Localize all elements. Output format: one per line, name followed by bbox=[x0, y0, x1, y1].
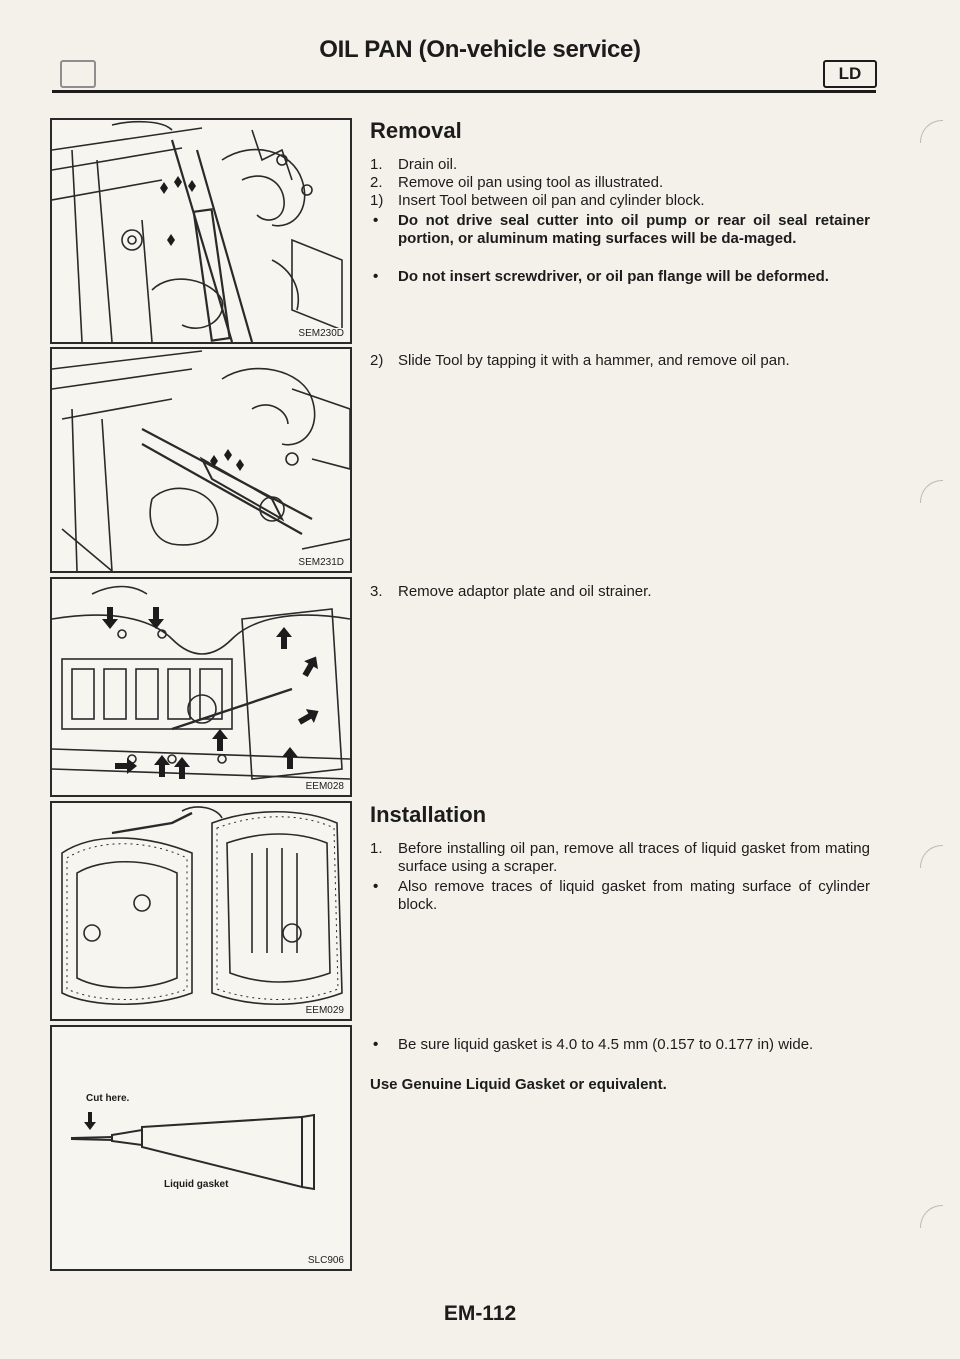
illustration-scraper bbox=[52, 803, 350, 1019]
removal-step-3: 3. Remove adaptor plate and oil strainer. bbox=[370, 583, 652, 600]
section-badge-right: LD bbox=[823, 60, 877, 88]
header-rule bbox=[52, 90, 876, 93]
illustration-slide-tool bbox=[52, 349, 350, 571]
removal-step-2-2: 2) Slide Tool by tapping it with a hammer, and remove oil pan. bbox=[370, 352, 790, 369]
margin-mark bbox=[920, 845, 943, 868]
figure-liquid-gasket-tube bbox=[50, 1025, 352, 1271]
figure-code: SLC906 bbox=[307, 1255, 344, 1266]
label-liquid-gasket: Liquid gasket bbox=[164, 1179, 229, 1190]
figure-code: SEM231D bbox=[298, 557, 344, 568]
page-number: EM-112 bbox=[443, 1302, 517, 1325]
figure-scraper bbox=[50, 801, 352, 1021]
margin-mark bbox=[920, 1205, 943, 1228]
figure-code: EEM028 bbox=[305, 781, 344, 792]
bullet-icon: • bbox=[373, 212, 379, 229]
removal-step-2: 2. Remove oil pan using tool as illustrated. bbox=[370, 174, 664, 191]
caution-seal-cutter: • Do not drive seal cutter into oil pump or rear oil seal retainer portion, or aluminum mating surfaces will be da-maged. bbox=[373, 212, 870, 247]
removal-step-1: 1. Drain oil. bbox=[370, 156, 458, 173]
page-title: OIL PAN (On-vehicle service) bbox=[319, 36, 641, 63]
caution-screwdriver: • Do not insert screwdriver, or oil pan flange will be deformed. bbox=[373, 268, 829, 285]
figure-seal-cutter-insert bbox=[50, 118, 352, 344]
figure-slide-tool bbox=[50, 347, 352, 573]
installation-bullet-cylinder-block: • Also remove traces of liquid gasket from mating surface of cylinder block. bbox=[373, 878, 870, 913]
illustration-adaptor-plate bbox=[52, 579, 350, 795]
figure-adaptor-plate bbox=[50, 577, 352, 797]
installation-steps bbox=[370, 840, 870, 940]
section-badge-left bbox=[60, 60, 96, 88]
removal-step-2-1: 1) Insert Tool between oil pan and cylinder block. bbox=[370, 192, 705, 209]
figure-code: EEM029 bbox=[305, 1005, 344, 1016]
bullet-icon: • bbox=[373, 268, 379, 285]
installation-bullet-gasket-width: • Be sure liquid gasket is 4.0 to 4.5 mm (0.157 to 0.177 in) wide. bbox=[373, 1036, 814, 1053]
illustration-gasket-tube bbox=[52, 1027, 350, 1269]
removal-steps bbox=[370, 156, 870, 316]
installation-step-1: 1. Before installing oil pan, remove all traces of liquid gasket from mating surface using a scraper. bbox=[370, 840, 870, 875]
installation-note: Use Genuine Liquid Gasket or equivalent. bbox=[370, 1076, 667, 1093]
margin-mark bbox=[920, 480, 943, 503]
installation-gasket-notes bbox=[370, 1036, 870, 1116]
label-cut-here: Cut here. bbox=[86, 1093, 130, 1104]
removal-heading: Removal bbox=[370, 118, 462, 143]
installation-heading: Installation bbox=[370, 802, 487, 827]
bullet-icon: • bbox=[373, 1036, 379, 1053]
illustration-seal-cutter-insert bbox=[52, 120, 350, 342]
bullet-icon: • bbox=[373, 878, 379, 895]
figure-code: SEM230D bbox=[298, 328, 344, 339]
margin-mark bbox=[920, 120, 943, 143]
